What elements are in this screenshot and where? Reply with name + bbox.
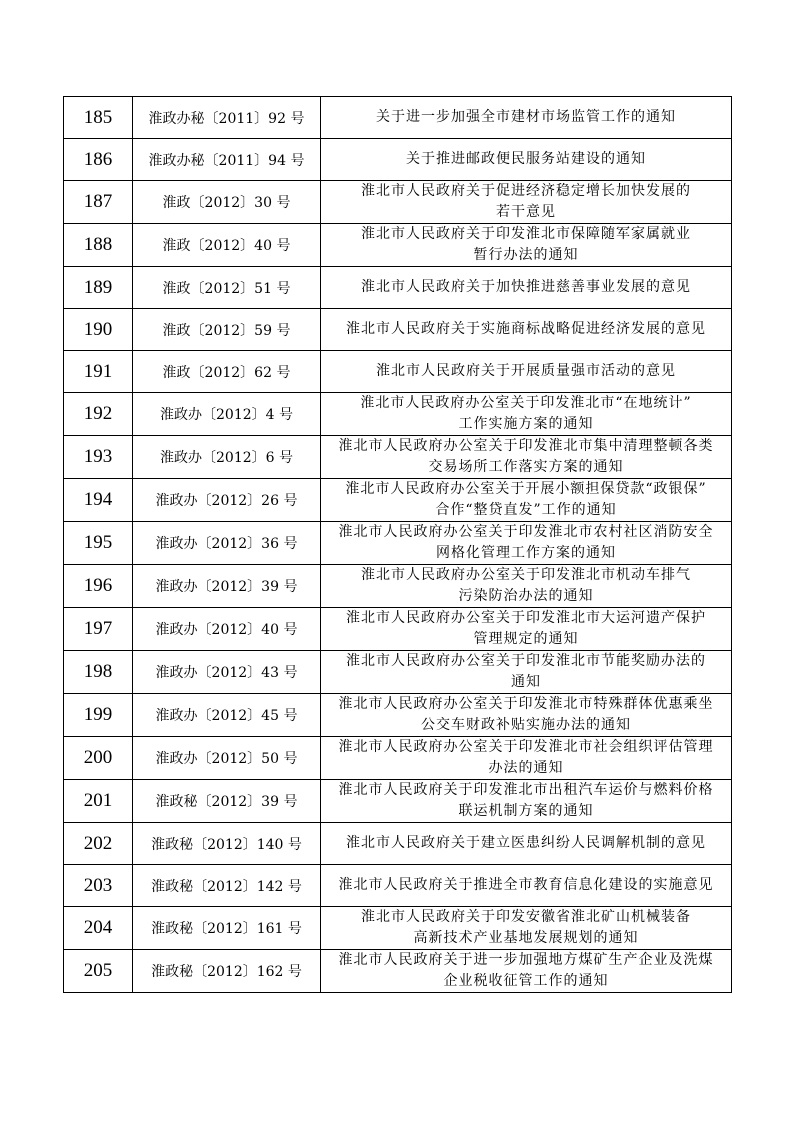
document-title-line: 企业税收征管工作的通知: [443, 973, 609, 989]
row-number: 190: [64, 309, 133, 351]
document-number: 淮政秘〔2012〕161 号: [133, 907, 321, 950]
table-row: [64, 823, 732, 865]
document-title: [321, 393, 732, 436]
table-row: [64, 479, 732, 522]
row-number: 192: [64, 393, 133, 436]
document-title: [321, 865, 732, 907]
row-number: 195: [64, 522, 133, 565]
table-body: [64, 97, 732, 993]
table-row: [64, 139, 732, 181]
row-number: 202: [64, 823, 133, 865]
document-title-line: 联运机制方案的通知: [458, 803, 594, 819]
row-number: 186: [64, 139, 133, 181]
document-title-line: 办法的通知: [488, 760, 564, 776]
document-title: [321, 309, 732, 351]
document-title: [321, 139, 732, 181]
document-title-line: 污染防治办法的通知: [458, 588, 594, 604]
row-number: 185: [64, 97, 133, 139]
document-title: [321, 436, 732, 479]
document-number: 淮政秘〔2012〕140 号: [133, 823, 321, 865]
document-title-line: 淮北市人民政府关于实施商标战略促进经济发展的意见: [346, 321, 706, 337]
table-row: [64, 351, 732, 393]
table-row: [64, 309, 732, 351]
document-title-line: 若干意见: [496, 204, 556, 220]
document-number: 淮政秘〔2012〕162 号: [133, 950, 321, 993]
document-title-line: 淮北市人民政府关于印发淮北市出租汽车运价与燃料价格: [338, 782, 714, 798]
table-row: [64, 267, 732, 309]
document-number: 淮政〔2012〕59 号: [133, 309, 321, 351]
document-title-line: 关于进一步加强全市建材市场监管工作的通知: [376, 109, 676, 125]
row-number: 203: [64, 865, 133, 907]
row-number: 201: [64, 780, 133, 823]
row-number: 197: [64, 608, 133, 651]
document-title: [321, 780, 732, 823]
document-title-line: 工作实施方案的通知: [458, 416, 594, 432]
document-title-line: 淮北市人民政府关于加快推进慈善事业发展的意见: [361, 279, 691, 295]
document-title: [321, 823, 732, 865]
document-title-line: 淮北市人民政府关于建立医患纠纷人民调解机制的意见: [346, 835, 706, 851]
table-row: [64, 436, 732, 479]
row-number: 205: [64, 950, 133, 993]
document-title-line: 淮北市人民政府关于推进全市教育信息化建设的实施意见: [338, 877, 714, 893]
document-title-line: 淮北市人民政府办公室关于印发淮北市节能奖励办法的: [346, 653, 706, 669]
row-number: 187: [64, 181, 133, 224]
row-number: 196: [64, 565, 133, 608]
document-number: 淮政办〔2012〕40 号: [133, 608, 321, 651]
document-title-line: 淮北市人民政府办公室关于印发淮北市大运河遗产保护: [346, 610, 706, 626]
document-title: [321, 651, 732, 694]
document-title-line: 淮北市人民政府关于开展质量强市活动的意见: [376, 363, 676, 379]
document-title: [321, 479, 732, 522]
document-title-line: 淮北市人民政府办公室关于印发淮北市农村社区消防安全: [338, 524, 714, 540]
document-title-line: 管理规定的通知: [473, 631, 579, 647]
document-title-line: 淮北市人民政府办公室关于印发淮北市集中清理整顿各类: [338, 438, 714, 454]
document-number: 淮政办秘〔2011〕92 号: [133, 97, 321, 139]
document-number: 淮政办〔2012〕26 号: [133, 479, 321, 522]
document-title: [321, 907, 732, 950]
document-number: 淮政办〔2012〕4 号: [133, 393, 321, 436]
document-title-line: 通知: [511, 674, 541, 690]
document-number: 淮政办〔2012〕36 号: [133, 522, 321, 565]
document-number: 淮政〔2012〕62 号: [133, 351, 321, 393]
document-title: [321, 351, 732, 393]
table-row: [64, 608, 732, 651]
document-title: [321, 97, 732, 139]
document-number: 淮政办〔2012〕43 号: [133, 651, 321, 694]
row-number: 188: [64, 224, 133, 267]
document-number: 淮政秘〔2012〕39 号: [133, 780, 321, 823]
document-number: 淮政办〔2012〕39 号: [133, 565, 321, 608]
document-number: 淮政办秘〔2011〕94 号: [133, 139, 321, 181]
document-title-line: 淮北市人民政府关于印发淮北市保障随军家属就业: [361, 226, 691, 242]
document-number: 淮政秘〔2012〕142 号: [133, 865, 321, 907]
document-title: [321, 737, 732, 780]
row-number: 198: [64, 651, 133, 694]
document-title-line: 网格化管理工作方案的通知: [436, 545, 616, 561]
row-number: 200: [64, 737, 133, 780]
table-row: [64, 97, 732, 139]
document-list-table: [63, 96, 732, 993]
document-number: 淮政〔2012〕30 号: [133, 181, 321, 224]
table-row: [64, 224, 732, 267]
document-title: [321, 608, 732, 651]
document-number: 淮政办〔2012〕6 号: [133, 436, 321, 479]
table-row: [64, 651, 732, 694]
table-row: [64, 950, 732, 993]
document-title-line: 淮北市人民政府关于促进经济稳定增长加快发展的: [361, 183, 691, 199]
table-row: [64, 565, 732, 608]
document-title-line: 交易场所工作落实方案的通知: [428, 459, 624, 475]
document-title-line: 淮北市人民政府办公室关于印发淮北市特殊群体优惠乘坐: [338, 696, 714, 712]
table-row: [64, 907, 732, 950]
row-number: 194: [64, 479, 133, 522]
document-title-line: 暂行办法的通知: [473, 247, 579, 263]
table-row: [64, 393, 732, 436]
document-title: [321, 522, 732, 565]
document-title: [321, 694, 732, 737]
table-row: [64, 865, 732, 907]
document-title-line: 淮北市人民政府办公室关于印发淮北市“在地统计”: [360, 395, 692, 411]
document-number: 淮政〔2012〕40 号: [133, 224, 321, 267]
table-row: [64, 181, 732, 224]
document-title-line: 淮北市人民政府办公室关于开展小额担保贷款“政银保”: [345, 481, 707, 497]
document-number: 淮政〔2012〕51 号: [133, 267, 321, 309]
document-title-line: 合作“整贷直发”工作的通知: [435, 502, 617, 518]
table-row: [64, 522, 732, 565]
table-row: [64, 694, 732, 737]
document-title-line: 关于推进邮政便民服务站建设的通知: [406, 151, 646, 167]
document-title-line: 淮北市人民政府关于进一步加强地方煤矿生产企业及洗煤: [338, 952, 714, 968]
document-title: [321, 224, 732, 267]
row-number: 193: [64, 436, 133, 479]
document-number: 淮政办〔2012〕50 号: [133, 737, 321, 780]
row-number: 189: [64, 267, 133, 309]
document-title: [321, 267, 732, 309]
document-title-line: 公交车财政补贴实施办法的通知: [421, 717, 631, 733]
document-title-line: 淮北市人民政府办公室关于印发淮北市机动车排气: [361, 567, 691, 583]
row-number: 191: [64, 351, 133, 393]
table-row: [64, 780, 732, 823]
document-title-line: 淮北市人民政府关于印发安徽省淮北矿山机械装备: [361, 909, 691, 925]
document-title: [321, 181, 732, 224]
document-title: [321, 950, 732, 993]
document-title: [321, 565, 732, 608]
document-title-line: 高新技术产业基地发展规划的通知: [413, 930, 639, 946]
row-number: 204: [64, 907, 133, 950]
row-number: 199: [64, 694, 133, 737]
table-row: [64, 737, 732, 780]
document-title-line: 淮北市人民政府办公室关于印发淮北市社会组织评估管理: [338, 739, 714, 755]
document-number: 淮政办〔2012〕45 号: [133, 694, 321, 737]
